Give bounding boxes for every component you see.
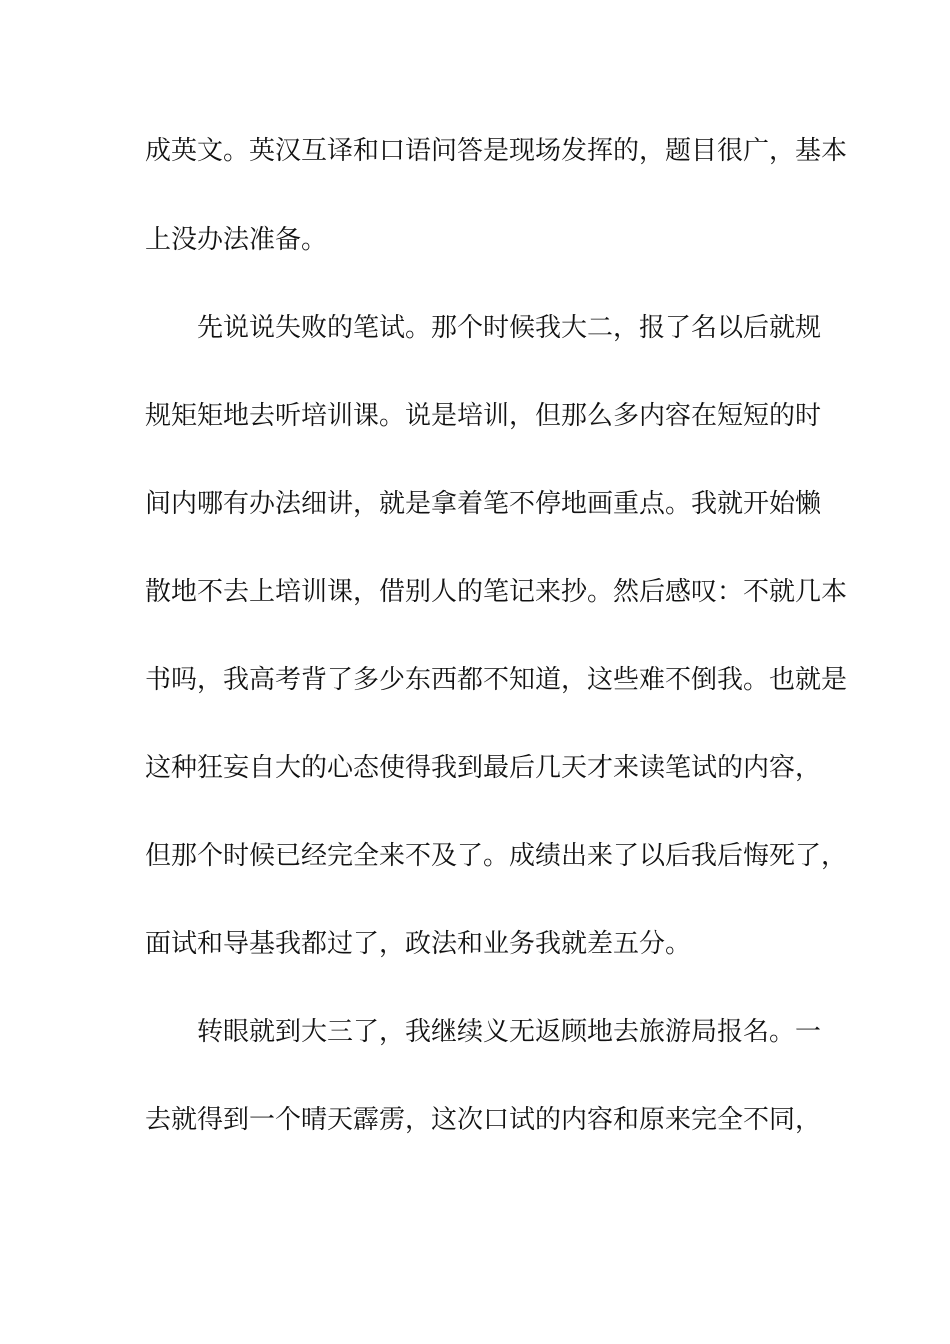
text-line: 面试和导基我都过了，政法和业务我就差五分。: [145, 929, 692, 959]
text-line: 书吗，我高考背了多少东西都不知道，这些难不倒我。也就是: [145, 665, 848, 695]
text-line: 规矩矩地去听培训课。说是培训，但那么多内容在短短的时: [145, 401, 822, 431]
paragraph-first-line: 先说说失败的笔试。那个时候我大二，报了名以后就规: [197, 313, 822, 343]
text-line: 去就得到一个晴天霹雳，这次口试的内容和原来完全不同，: [145, 1105, 822, 1135]
paragraph-first-line: 转眼就到大三了，我继续义无返顾地去旅游局报名。一: [197, 1017, 822, 1047]
text-line: 散地不去上培训课，借别人的笔记来抄。然后感叹：不就几本: [145, 577, 848, 607]
text-line: 这种狂妄自大的心态使得我到最后几天才来读笔试的内容，: [145, 753, 822, 783]
text-line: 成英文。英汉互译和口语问答是现场发挥的，题目很广，基本: [145, 136, 848, 166]
text-line: 上没办法准备。: [145, 225, 328, 255]
text-line: 间内哪有办法细讲，就是拿着笔不停地画重点。我就开始懒: [145, 489, 822, 519]
text-line: 但那个时候已经完全来不及了。成绩出来了以后我后悔死了，: [145, 841, 848, 871]
